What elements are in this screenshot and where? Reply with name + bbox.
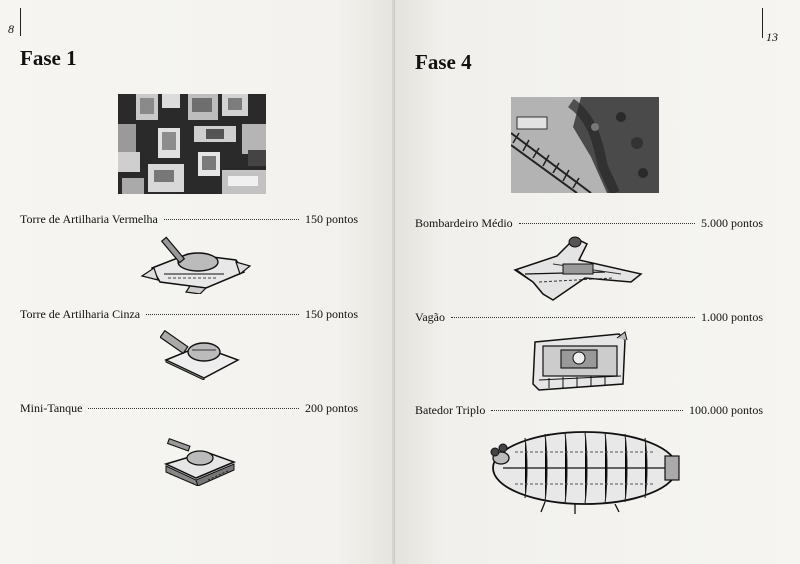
enemy-points: 150 pontos — [304, 307, 358, 321]
triple-scout-icon — [485, 422, 685, 519]
mini-tank-icon — [158, 436, 238, 491]
enemy-points: 200 pontos — [304, 401, 358, 415]
red-artillery-tower-icon — [140, 232, 252, 299]
enemy-points: 5.000 pontos — [700, 216, 763, 230]
score-row — [20, 401, 358, 416]
phase-heading: Fase 4 — [415, 50, 472, 74]
score-row — [20, 212, 358, 227]
page-number: 8 — [8, 22, 14, 36]
page-rule — [762, 8, 763, 38]
leader-dots — [164, 219, 299, 220]
score-row — [20, 307, 358, 322]
score-row — [415, 310, 763, 325]
page-number: 13 — [766, 30, 778, 44]
enemy-points: 150 pontos — [304, 212, 358, 226]
leader-dots — [146, 314, 299, 315]
left-page — [0, 0, 395, 564]
game-screenshot — [511, 97, 659, 193]
score-row — [415, 403, 763, 418]
enemy-points: 1.000 pontos — [700, 310, 763, 324]
wagon-icon — [529, 330, 629, 397]
enemy-name: Bombardeiro Médio — [415, 216, 513, 230]
grey-artillery-tower-icon — [160, 322, 242, 385]
score-row — [415, 216, 763, 231]
enemy-name: Torre de Artilharia Cinza — [20, 307, 141, 321]
leader-dots — [451, 317, 695, 318]
leader-dots — [88, 408, 299, 409]
right-page — [395, 0, 800, 564]
game-screenshot — [118, 94, 266, 194]
enemy-name: Batedor Triplo — [415, 403, 486, 417]
phase-heading: Fase 1 — [20, 46, 77, 70]
enemy-name: Mini-Tanque — [20, 401, 83, 415]
page-rule — [20, 8, 21, 36]
leader-dots — [519, 223, 695, 224]
medium-bomber-icon — [513, 234, 645, 307]
enemy-name: Vagão — [415, 310, 445, 324]
leader-dots — [491, 410, 683, 411]
enemy-points: 100.000 pontos — [688, 403, 763, 417]
enemy-name: Torre de Artilharia Vermelha — [20, 212, 158, 226]
